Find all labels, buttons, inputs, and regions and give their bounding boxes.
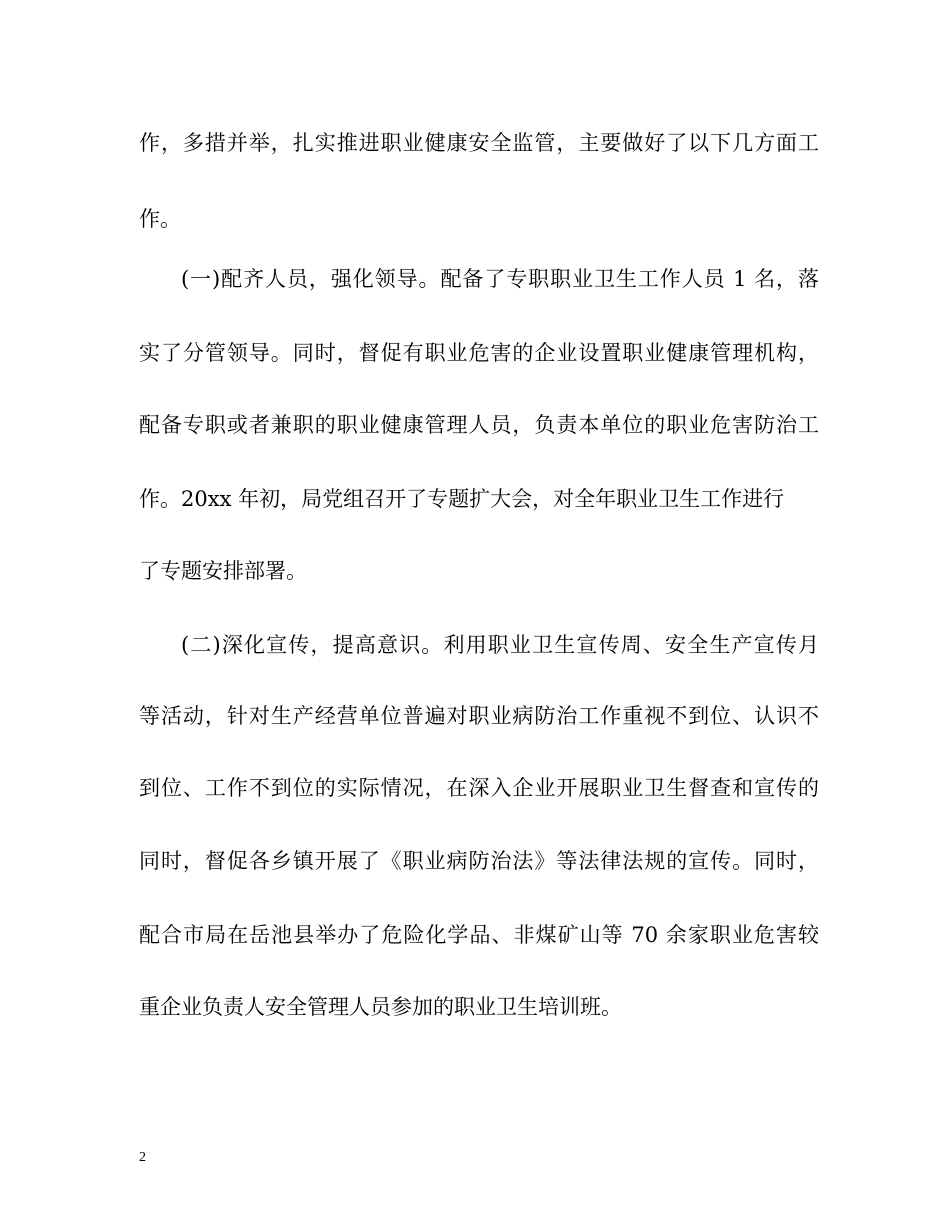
text-line: 同时，督促各乡镇开展了《职业病防治法》等法律法规的宣传。同时， [139, 849, 819, 873]
text-line: 作。 [139, 207, 181, 231]
text-line: 重企业负责人安全管理人员参加的职业卫生培训班。 [139, 995, 622, 1019]
text-line: 配备专职或者兼职的职业健康管理人员，负责本单位的职业危害防治工 [139, 413, 819, 437]
text-line: 配合市局在岳池县举办了危险化学品、非煤矿山等 70 余家职业危害较 [139, 923, 819, 947]
text-line: 了专题安排部署。 [139, 559, 307, 583]
paragraph-heading-line: (一)配齐人员，强化领导。配备了专职职业卫生工作人员 1 名，落 [181, 267, 819, 291]
text-line: 实了分管领导。同时，督促有职业危害的企业设置职业健康管理机构， [139, 341, 819, 365]
text-line: 作。20xx 年初，局党组召开了专题扩大会，对全年职业卫生工作进行 [139, 487, 785, 511]
text-line: 作，多措并举，扎实推进职业健康安全监管，主要做好了以下几方面工 [139, 131, 819, 155]
text-line: 到位、工作不到位的实际情况，在深入企业开展职业卫生督查和宣传的 [139, 776, 819, 800]
page-number: 2 [139, 1150, 146, 1165]
text-line: 等活动，针对生产经营单位普遍对职业病防治工作重视不到位、认识不 [139, 704, 819, 728]
paragraph-heading-line: (二)深化宣传，提高意识。利用职业卫生宣传周、安全生产宣传月 [181, 633, 819, 657]
